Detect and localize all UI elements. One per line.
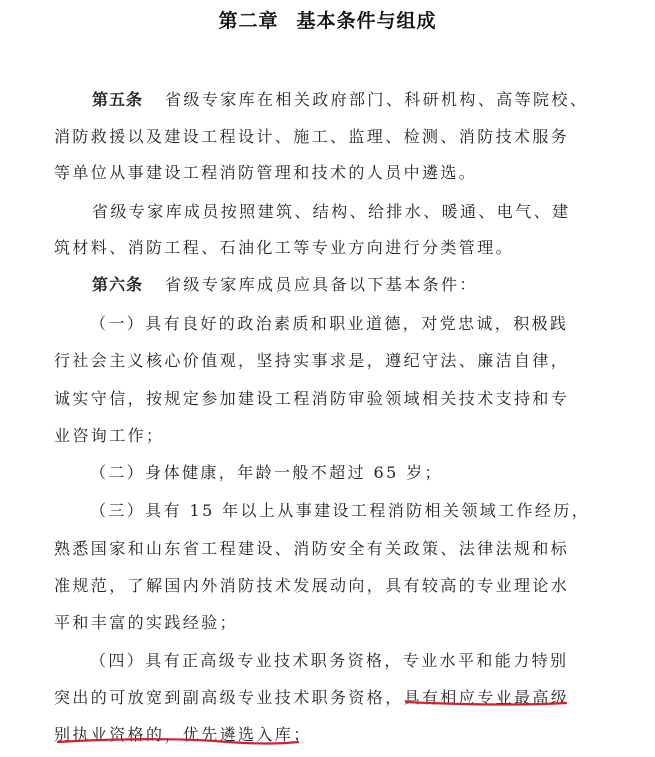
chapter-heading — [0, 6, 655, 33]
article6-label: 第六条 — [92, 275, 144, 294]
article5-line-1 — [92, 87, 588, 110]
chapter-title: 基本条件与组成 — [296, 10, 437, 32]
article5-label: 第五条 — [92, 90, 144, 109]
item1-line-1: （一）具有良好的政治素质和职业道德，对党忠诚，积极践 — [90, 314, 569, 333]
item4-line-1: （四）具有正高级专业技术职务资格，专业水平和能力特别 — [90, 651, 569, 670]
item3-line-3: 准规范，了解国内外消防技术发展动向，具有较高的专业理论水 — [54, 576, 570, 595]
item3-line-1: （三）具有 15 年以上从事建设工程消防相关领域工作经历， — [90, 501, 591, 520]
item2-line: （二）身体健康，年龄一般不超过 65 岁； — [90, 463, 443, 482]
article6-intro: 省级专家库成员应具备以下基本条件： — [165, 275, 478, 294]
item1-line-4: 业咨询工作； — [54, 426, 165, 445]
article5-text-1: 省级专家库在相关政府部门、科研机构、高等院校、 — [165, 90, 589, 109]
article5-para2-line-2: 筑材料、消防工程、石油化工等专业方向进行分类管理。 — [54, 238, 515, 257]
article5-para2-line-1: 省级专家库成员按照建筑、结构、给排水、暖通、电气、建 — [92, 202, 571, 221]
item1-line-2: 行社会主义核心价值观，坚持实事求是，遵纪守法、廉洁自律， — [54, 351, 570, 370]
article5-line-3: 等单位从事建设工程消防管理和技术的人员中遴选。 — [54, 163, 478, 182]
item3-line-4: 平和丰富的实践经验； — [54, 613, 239, 632]
article5-line-2: 消防救援以及建设工程设计、施工、监理、检测、消防技术服务 — [54, 127, 570, 146]
article6-intro-line — [92, 272, 478, 295]
item4-line-2: 突出的可放宽到副高级专业技术职务资格，具有相应专业最高级 — [54, 688, 570, 707]
item4-line-3: 别执业资格的，优先遴选入库； — [54, 725, 312, 744]
chapter-number: 第二章 — [218, 10, 279, 32]
item3-line-2: 熟悉国家和山东省工程建设、消防安全有关政策、法律法规和标 — [54, 539, 570, 558]
item1-line-3: 诚实守信，按规定参加建设工程消防审验领域相关技术支持和专 — [54, 389, 570, 408]
